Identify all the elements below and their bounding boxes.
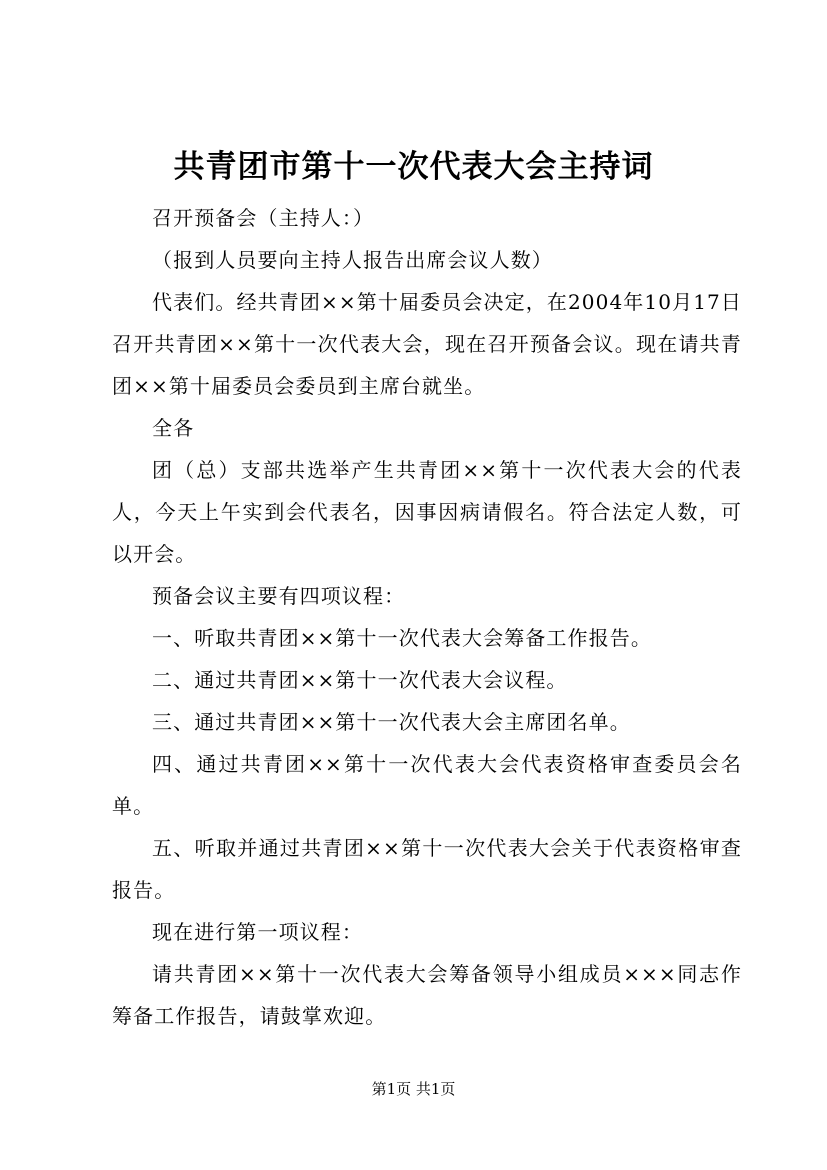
agenda-item: 五、听取并通过共青团××第十一次代表大会关于代表资格审查报告。 — [112, 836, 742, 902]
paragraph: 团（总）支部共选举产生共青团××第十一次代表大会的代表人，今天上午实到会代表名，因事因病请假名。符合法定人数，可以开会。 — [112, 458, 742, 566]
agenda-item: 一、听取共青团××第十一次代表大会筹备工作报告。 — [152, 626, 652, 650]
paragraph: 全各 — [152, 416, 195, 440]
agenda-item: 三、通过共青团××第十一次代表大会主席团名单。 — [152, 710, 631, 734]
paragraph: 预备会议主要有四项议程： — [152, 584, 406, 608]
paragraph: 请共青团××第十一次代表大会筹备领导小组成员×××同志作筹备工作报告，请鼓掌欢迎。 — [112, 962, 742, 1028]
paragraph: 代表们。经共青团××第十届委员会决定，在2004年10月17日召开共青团××第十一次代表大会，现在召开预备会议。现在请共青团××第十届委员会委员到主席台就坐。 — [112, 290, 742, 398]
page-number-footer: 第1页 共1页 — [371, 1080, 456, 1098]
paragraph: 召开预备会（主持人：） — [152, 206, 375, 230]
paragraph: （报到人员要向主持人报告出席会议人数） — [152, 248, 553, 272]
document-body — [112, 197, 742, 1037]
agenda-item: 四、通过共青团××第十一次代表大会代表资格审查委员会名单。 — [112, 752, 742, 818]
agenda-item: 二、通过共青团××第十一次代表大会议程。 — [152, 668, 568, 692]
document-title: 共青团市第十一次代表大会主持词 — [173, 149, 654, 185]
paragraph: 现在进行第一项议程： — [152, 920, 363, 944]
